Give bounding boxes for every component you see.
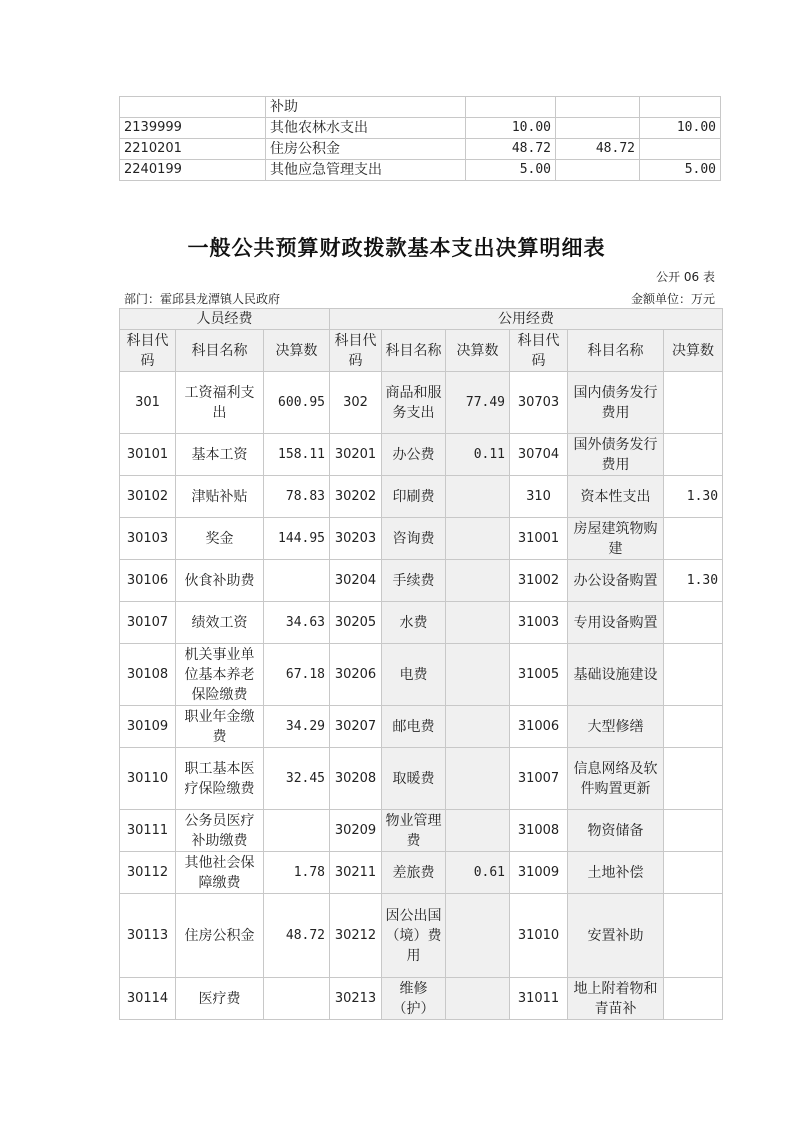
table-row <box>120 978 723 1020</box>
table-cell: 0.61 <box>446 852 510 894</box>
table-cell: 办公设备购置 <box>568 560 664 602</box>
table-cell: 78.83 <box>264 476 330 518</box>
table-row <box>120 748 723 810</box>
table-cell: 工资福利支出 <box>176 372 264 434</box>
table-cell <box>664 644 723 706</box>
table-cell <box>264 978 330 1020</box>
table-row <box>120 372 723 434</box>
table-cell <box>664 706 723 748</box>
table-cell: 基础设施建设 <box>568 644 664 706</box>
table-cell: 30109 <box>120 706 176 748</box>
table-cell: 奖金 <box>176 518 264 560</box>
table-cell: 医疗费 <box>176 978 264 1020</box>
table-cell: 取暖费 <box>382 748 446 810</box>
table-cell <box>446 894 510 978</box>
table-row <box>120 894 723 978</box>
top-table-cell: 补助 <box>266 97 466 118</box>
table-cell: 301 <box>120 372 176 434</box>
table-cell: 77.49 <box>446 372 510 434</box>
table-cell: 30202 <box>330 476 382 518</box>
table-cell: 144.95 <box>264 518 330 560</box>
group-header-public: 公用经费 <box>330 309 723 330</box>
table-cell: 30201 <box>330 434 382 476</box>
table-cell: 30101 <box>120 434 176 476</box>
table-cell <box>664 434 723 476</box>
column-header: 决算数 <box>664 330 723 372</box>
table-cell <box>664 748 723 810</box>
table-cell: 32.45 <box>264 748 330 810</box>
table-cell: 30113 <box>120 894 176 978</box>
table-cell: 48.72 <box>264 894 330 978</box>
table-cell: 咨询费 <box>382 518 446 560</box>
table-cell: 住房公积金 <box>176 894 264 978</box>
table-cell: 邮电费 <box>382 706 446 748</box>
table-row <box>120 560 723 602</box>
table-cell: 其他社会保障缴费 <box>176 852 264 894</box>
table-cell: 30108 <box>120 644 176 706</box>
table-cell: 信息网络及软件购置更新 <box>568 748 664 810</box>
table-row <box>120 434 723 476</box>
table-cell: 31003 <box>510 602 568 644</box>
table-cell: 职业年金缴费 <box>176 706 264 748</box>
table-cell: 30107 <box>120 602 176 644</box>
column-header: 科目名称 <box>382 330 446 372</box>
table-cell: 31006 <box>510 706 568 748</box>
table-cell: 大型修缮 <box>568 706 664 748</box>
table-cell: 绩效工资 <box>176 602 264 644</box>
table-cell: 土地补偿 <box>568 852 664 894</box>
table-cell: 30205 <box>330 602 382 644</box>
table-row <box>120 602 723 644</box>
table-cell <box>664 518 723 560</box>
table-cell: 31002 <box>510 560 568 602</box>
table-cell: 31011 <box>510 978 568 1020</box>
table-cell: 31009 <box>510 852 568 894</box>
table-cell: 30211 <box>330 852 382 894</box>
top-table-cell: 2240199 <box>120 160 266 181</box>
table-cell: 物业管理费 <box>382 810 446 852</box>
table-cell: 31007 <box>510 748 568 810</box>
column-header: 科目代码 <box>510 330 568 372</box>
table-cell: 地上附着物和青苗补 <box>568 978 664 1020</box>
top-table-cell <box>556 160 640 181</box>
unit-label: 金额单位：万元 <box>630 292 715 306</box>
table-cell <box>264 560 330 602</box>
table-cell <box>446 560 510 602</box>
column-header: 科目代码 <box>330 330 382 372</box>
table-cell: 印刷费 <box>382 476 446 518</box>
table-cell: 资本性支出 <box>568 476 664 518</box>
table-cell: 基本工资 <box>176 434 264 476</box>
table-cell <box>664 810 723 852</box>
table-row <box>120 852 723 894</box>
table-cell: 30703 <box>510 372 568 434</box>
table-cell: 30114 <box>120 978 176 1020</box>
table-cell: 310 <box>510 476 568 518</box>
table-cell <box>446 748 510 810</box>
table-cell: 30704 <box>510 434 568 476</box>
table-cell: 30111 <box>120 810 176 852</box>
column-header: 科目名称 <box>176 330 264 372</box>
top-table-cell: 48.72 <box>466 139 556 160</box>
table-cell: 1.78 <box>264 852 330 894</box>
top-table-cell <box>556 118 640 139</box>
top-table-cell: 其他农林水支出 <box>266 118 466 139</box>
table-cell: 职工基本医疗保险缴费 <box>176 748 264 810</box>
top-table-row <box>120 160 721 181</box>
table-cell: 专用设备购置 <box>568 602 664 644</box>
table-cell <box>264 810 330 852</box>
top-table-cell: 5.00 <box>466 160 556 181</box>
table-cell: 30206 <box>330 644 382 706</box>
table-cell: 水费 <box>382 602 446 644</box>
top-table-cell: 2210201 <box>120 139 266 160</box>
column-header: 决算数 <box>446 330 510 372</box>
table-cell: 安置补助 <box>568 894 664 978</box>
table-cell: 30110 <box>120 748 176 810</box>
table-cell <box>664 978 723 1020</box>
table-cell: 0.11 <box>446 434 510 476</box>
table-cell: 30208 <box>330 748 382 810</box>
top-table-cell: 其他应急管理支出 <box>266 160 466 181</box>
table-row <box>120 518 723 560</box>
table-number: 公开 06 表 <box>656 270 715 284</box>
table-cell: 34.63 <box>264 602 330 644</box>
table-cell: 31008 <box>510 810 568 852</box>
table-cell: 30112 <box>120 852 176 894</box>
table-cell <box>446 644 510 706</box>
table-cell: 30209 <box>330 810 382 852</box>
table-cell: 津贴补贴 <box>176 476 264 518</box>
table-cell <box>664 602 723 644</box>
table-cell: 1.30 <box>664 476 723 518</box>
table-cell <box>446 602 510 644</box>
table-cell <box>664 894 723 978</box>
top-table-cell <box>640 139 721 160</box>
table-cell: 31001 <box>510 518 568 560</box>
top-table-cell: 住房公积金 <box>266 139 466 160</box>
table-cell: 67.18 <box>264 644 330 706</box>
table-cell: 30212 <box>330 894 382 978</box>
table-cell <box>664 852 723 894</box>
table-cell <box>664 372 723 434</box>
table-cell <box>446 518 510 560</box>
table-cell: 30207 <box>330 706 382 748</box>
top-table-cell: 2139999 <box>120 118 266 139</box>
top-table-row <box>120 97 721 118</box>
table-cell: 国外债务发行费用 <box>568 434 664 476</box>
department-label: 部门：霍邱县龙潭镇人民政府 <box>124 292 281 306</box>
table-cell: 30204 <box>330 560 382 602</box>
table-cell: 30103 <box>120 518 176 560</box>
table-cell <box>446 978 510 1020</box>
table-cell: 电费 <box>382 644 446 706</box>
table-cell: 158.11 <box>264 434 330 476</box>
table-cell: 30102 <box>120 476 176 518</box>
top-table-cell <box>556 97 640 118</box>
table-row <box>120 644 723 706</box>
table-cell: 国内债务发行费用 <box>568 372 664 434</box>
top-table-cell: 10.00 <box>466 118 556 139</box>
table-cell <box>446 706 510 748</box>
column-header: 科目名称 <box>568 330 664 372</box>
top-table <box>119 96 721 181</box>
top-table-cell: 5.00 <box>640 160 721 181</box>
page-title: 一般公共预算财政拨款基本支出决算明细表 <box>187 236 606 260</box>
group-header-personnel: 人员经费 <box>120 309 330 330</box>
table-cell: 手续费 <box>382 560 446 602</box>
table-cell: 1.30 <box>664 560 723 602</box>
table-row <box>120 476 723 518</box>
table-cell <box>446 476 510 518</box>
table-cell: 因公出国（境）费用 <box>382 894 446 978</box>
table-cell: 30106 <box>120 560 176 602</box>
table-cell: 30203 <box>330 518 382 560</box>
table-cell: 公务员医疗补助缴费 <box>176 810 264 852</box>
table-cell: 房屋建筑物购建 <box>568 518 664 560</box>
table-cell: 物资储备 <box>568 810 664 852</box>
top-table-cell <box>120 97 266 118</box>
table-cell: 302 <box>330 372 382 434</box>
table-cell: 商品和服务支出 <box>382 372 446 434</box>
table-row <box>120 706 723 748</box>
top-table-cell <box>466 97 556 118</box>
top-table-cell: 48.72 <box>556 139 640 160</box>
top-table-row <box>120 118 721 139</box>
table-cell: 维修（护） <box>382 978 446 1020</box>
table-cell: 差旅费 <box>382 852 446 894</box>
table-cell: 31005 <box>510 644 568 706</box>
expenditure-detail-table <box>119 308 723 1020</box>
table-cell <box>446 810 510 852</box>
table-row <box>120 810 723 852</box>
table-cell: 31010 <box>510 894 568 978</box>
column-header: 科目代码 <box>120 330 176 372</box>
table-cell: 600.95 <box>264 372 330 434</box>
table-cell: 伙食补助费 <box>176 560 264 602</box>
table-cell: 30213 <box>330 978 382 1020</box>
top-table-row <box>120 139 721 160</box>
top-table-cell <box>640 97 721 118</box>
table-cell: 34.29 <box>264 706 330 748</box>
table-cell: 办公费 <box>382 434 446 476</box>
top-table-cell: 10.00 <box>640 118 721 139</box>
column-header: 决算数 <box>264 330 330 372</box>
table-cell: 机关事业单位基本养老保险缴费 <box>176 644 264 706</box>
